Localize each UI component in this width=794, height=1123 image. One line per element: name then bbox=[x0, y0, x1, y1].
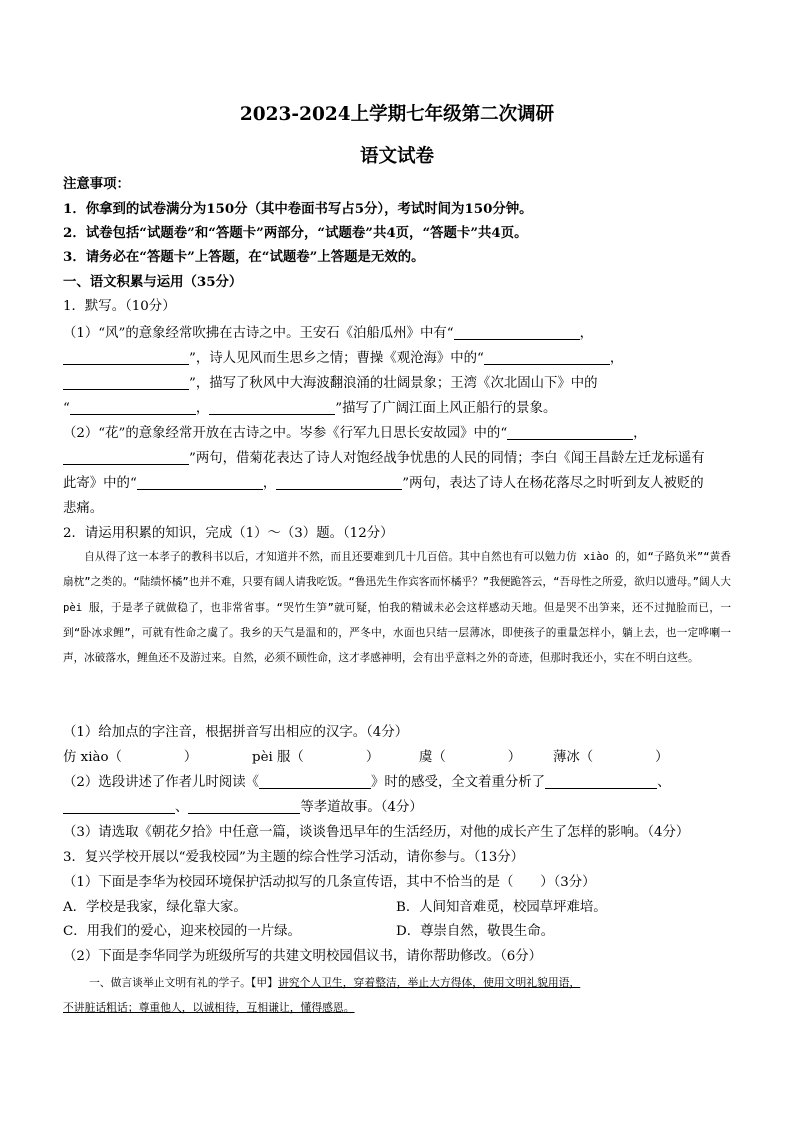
q1-text: ”两句，表达了诗人在杨花落尽之时听到友人被贬的 bbox=[402, 476, 704, 491]
q1-text: ”描写了广阔江面上风正船行的景象。 bbox=[335, 401, 557, 416]
q1-part1-line1 bbox=[63, 324, 593, 344]
proposal-underlined-1: 讲究个人卫生，穿着整洁，举止大方得体，使用文明礼貌用语， bbox=[277, 976, 581, 989]
q2-sub2-line1: （2）选段讲述了作者儿时阅读《 》时的感受，全文着重分析了 、 bbox=[63, 775, 671, 790]
q3-sub2: （2）下面是李华同学为班级所写的共建文明校园倡议书，请你帮助修改。（6分） bbox=[63, 949, 543, 964]
proposal-underlined-2: 不讲脏话粗话；尊重他人，以诚相待，互相谦让，懂得感恩。 bbox=[63, 1001, 355, 1014]
q2-title: 2．请运用积累的知识，完成（1）～（3）题。（12分） bbox=[63, 526, 394, 541]
answer-blank[interactable] bbox=[276, 475, 402, 490]
q2-sub2-line2: 、 等孝道故事。（4分） bbox=[63, 798, 423, 818]
q1-text: ， bbox=[609, 351, 624, 366]
q1-text: ， bbox=[262, 476, 277, 491]
answer-blank[interactable] bbox=[70, 400, 196, 415]
q2-sub3: （3）请选取《朝花夕拾》中任意一篇，谈谈鲁迅早年的生活经历，对他的成长产生了怎样的影响。（4分） bbox=[63, 825, 690, 840]
q1-part2-line4: 悲痛。 bbox=[63, 501, 104, 516]
answer-blank[interactable] bbox=[137, 475, 263, 490]
option-d: D．尊崇自然，敬畏生命。 bbox=[396, 924, 555, 939]
answer-blank[interactable] bbox=[63, 799, 175, 814]
answer-blank[interactable] bbox=[259, 774, 371, 789]
pinyin-item-4: 薄冰（ ） bbox=[553, 750, 669, 765]
q1-text: ”，诗人见风而生思乡之情；曹操《观沧海》中的“ bbox=[189, 351, 484, 366]
answer-blank[interactable] bbox=[188, 799, 300, 814]
answer-blank[interactable] bbox=[484, 350, 610, 365]
q1-text: ， bbox=[579, 326, 593, 341]
q1-text: ”两句，借菊花表达了诗人对饱经战争忧患的人民的同情；李白《闻王昌龄左迁龙标遥有 bbox=[189, 451, 705, 466]
answer-blank[interactable] bbox=[209, 400, 335, 415]
exam-subtitle: 语文试卷 bbox=[359, 146, 434, 167]
notice-item-3: 3．请务必在“答题卡”上答题，在“试题卷”上答题是无效的。 bbox=[63, 249, 425, 265]
exam-title: 2023-2024上学期七年级第二次调研 bbox=[239, 104, 555, 125]
q1-part1-line3 bbox=[63, 374, 598, 394]
section-heading: 一、语文积累与运用（35分） bbox=[63, 274, 243, 290]
answer-blank[interactable] bbox=[63, 375, 189, 390]
q1-text: （2）“花”的意象经常开放在古诗之中。岑参《行军九日思长安故园》中的“ bbox=[63, 426, 508, 441]
q3-sub1: （1）下面是李华为校园环境保护活动拟写的几条宣传语，其中不恰当的是（ ）（3分） bbox=[63, 875, 596, 890]
q1-part1-line2 bbox=[63, 349, 623, 369]
option-a: A．学校是我家，绿化靠大家。 bbox=[63, 900, 247, 915]
q1-text: 此寄》中的“ bbox=[63, 476, 137, 491]
option-b: B．人间知音难觅，校园草坪难培。 bbox=[396, 900, 607, 915]
option-c: C．用我们的爱心，迎来校园的一片绿。 bbox=[63, 924, 301, 939]
q1-title: 1．默写。（10分） bbox=[63, 299, 176, 314]
q1-part2-line1 bbox=[63, 424, 647, 444]
notice-item-1: 1．你拿到的试卷满分为150分（其中卷面书写占5分），考试时间为150分钟。 bbox=[63, 201, 533, 217]
q1-part1-line4 bbox=[63, 399, 556, 419]
pinyin-item-2: pèi 服（ ） bbox=[252, 750, 380, 765]
q1-text: ， bbox=[195, 401, 210, 416]
pinyin-item-1: 仿 xiào（ ） bbox=[63, 750, 198, 765]
q3-title: 3．复兴学校开展以“爱我校园”为主题的综合性学习活动，请你参与。（13分） bbox=[63, 850, 525, 865]
proposal-text: 一、做言谈举止文明有礼的学子。【甲】讲究个人卫生，穿着整洁，举止大方得体，使用文明礼貌用语， 不讲脏话粗话；尊重他人，以诚相待，互相谦让，懂得感恩。 bbox=[63, 976, 581, 1014]
q2-sub1-title: （1）给加点的字注音，根据拼音写出相应的汉字。（4分） bbox=[63, 725, 409, 740]
q1-text: “ bbox=[63, 401, 70, 416]
q1-part2-line3 bbox=[63, 474, 704, 494]
q1-text: ”，描写了秋风中大海波翻浪涌的壮阔景象；王湾《次北固山下》中的 bbox=[189, 376, 598, 391]
notice-item-2: 2．试卷包括“试题卷”和“答题卡”两部分，“试题卷”共4页，“答题卡”共4页。 bbox=[63, 225, 528, 241]
q1-text: ， bbox=[633, 426, 647, 441]
answer-blank[interactable] bbox=[545, 774, 657, 789]
answer-blank[interactable] bbox=[454, 325, 580, 340]
answer-blank[interactable] bbox=[63, 450, 189, 465]
answer-blank[interactable] bbox=[63, 350, 189, 365]
reading-passage: 自从得了这一本孝子的教科书以后，才知道并不然，而且还要难到几十几百倍。其中自然也有可以勉力仿 xiào 的，如“子路负米”“黄香扇枕”之类的。“陆绩怀橘”也并不难，只要有阔人请我吃饭。“鲁迅先生作宾客而怀橘乎？”我便跪答云，“吾母性之所爱，欲归以遗母。”阔人大 pèi 服，于是孝子就做稳了，也非常省事。“哭竹生笋”就可疑，怕我的精诚未必会这样感动天地。但是哭不出笋来，还不过抛脸而已，一到“卧冰求鲤”，可就有性命之虞了。我乡的天气是温和的，严冬中，水面也只结一层薄冰，即使孩子的重量怎样小，躺上去，也一定哗喇一声，冰破落水，鲤鱼还不及游过来。自然，必须不顾性命，这才孝感神明，会有出乎意料之外的奇迹，但那时我还小，实在不明白这些。 bbox=[63, 551, 731, 665]
pinyin-item-3: 虞（ ） bbox=[419, 750, 522, 765]
notice-heading: 注意事项： bbox=[63, 176, 130, 192]
answer-blank[interactable] bbox=[507, 425, 633, 440]
q1-text: （1）“风”的意象经常吹拂在古诗之中。王安石《泊船瓜州》中有“ bbox=[63, 326, 454, 341]
q1-part2-line2 bbox=[63, 449, 705, 469]
